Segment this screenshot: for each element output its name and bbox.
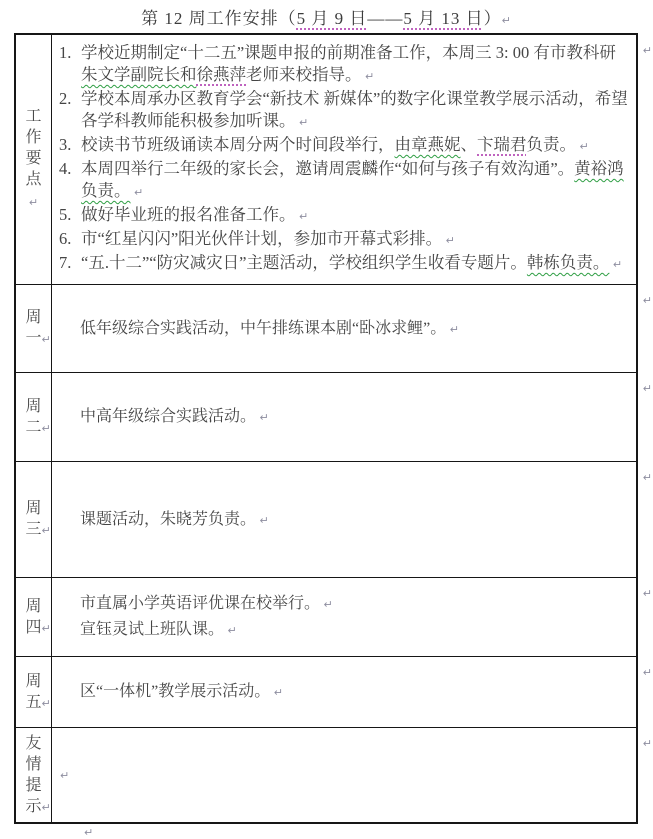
day-activity-text bbox=[52, 462, 636, 577]
row-header-label: 周五↵ bbox=[25, 672, 51, 711]
text-run: 宣钰灵试上班队课。 bbox=[80, 621, 225, 638]
text-run: 、 bbox=[460, 135, 477, 154]
list-item-number: 6. bbox=[59, 229, 72, 248]
list-item-number: 7. bbox=[59, 253, 72, 272]
wavy-underlined-text: 黄裕鸿负责。 bbox=[81, 159, 624, 200]
paragraph-mark-icon: ↵ bbox=[642, 666, 652, 679]
row-header-cell[interactable] bbox=[16, 35, 52, 284]
text-run: 学校近期制定“十二五”课题申报的前期准备工作，本周三 3: 00 有市教科研 bbox=[81, 43, 616, 62]
list-item-text bbox=[81, 158, 629, 204]
dotted-underlined-text: 卞瑞君 bbox=[477, 135, 527, 154]
day-activity-text bbox=[52, 657, 636, 727]
paragraph-mark-icon: ↵ bbox=[642, 294, 652, 307]
list-item bbox=[59, 228, 636, 252]
paragraph-mark-icon: ↵ bbox=[60, 768, 70, 782]
row-content-cell[interactable] bbox=[52, 462, 636, 577]
list-item-text bbox=[81, 204, 629, 228]
paragraph-mark-icon: ↵ bbox=[609, 258, 623, 271]
row-header-cell[interactable] bbox=[16, 373, 52, 461]
row-header-label: 工作要点 ↵ bbox=[25, 108, 42, 209]
table-row bbox=[16, 728, 652, 822]
text-run: 学校本周承办区教育学会“新技术 新媒体”的数字化课堂教学展示活动，希望各学科教师能积极参加听课。 bbox=[81, 89, 628, 130]
list-item-text bbox=[81, 42, 629, 88]
day-activity-text bbox=[52, 285, 636, 372]
table-row bbox=[16, 35, 652, 285]
list-item bbox=[59, 252, 636, 276]
paragraph-mark-icon: ↵ bbox=[442, 234, 455, 247]
table-row bbox=[16, 657, 652, 728]
list-item-number: 5. bbox=[59, 205, 72, 224]
row-header-cell[interactable] bbox=[16, 578, 52, 656]
paragraph-mark-icon: ↵ bbox=[642, 737, 652, 750]
row-header-cell[interactable] bbox=[16, 657, 52, 727]
paragraph-mark-icon: ↵ bbox=[224, 624, 237, 637]
list-item bbox=[59, 42, 636, 88]
text-run: 第 12 周工作安排（ bbox=[141, 9, 297, 28]
row-header-label: 周二↵ bbox=[25, 397, 51, 436]
activity-line bbox=[80, 679, 636, 705]
activity-line bbox=[80, 507, 636, 533]
text-run: 市直属小学英语评优课在校举行。 bbox=[80, 595, 321, 612]
activity-line bbox=[80, 591, 636, 617]
text-run: 校读书节班级诵读本周分两个时间段举行， bbox=[81, 135, 395, 154]
row-content-cell[interactable] bbox=[52, 285, 636, 372]
activity-line bbox=[80, 316, 636, 342]
list-item bbox=[59, 134, 636, 158]
day-activity-text bbox=[52, 373, 636, 461]
text-run: 老师来校指导。 bbox=[246, 65, 362, 84]
paragraph-mark-icon: ↵ bbox=[501, 14, 512, 27]
paragraph-mark-icon: ↵ bbox=[642, 382, 652, 395]
row-content-cell[interactable] bbox=[52, 657, 636, 727]
list-item-number: 1. bbox=[59, 43, 72, 62]
text-run: 区“一体机”教学展示活动。 bbox=[80, 683, 271, 700]
row-content-cell[interactable] bbox=[52, 35, 636, 284]
empty-cell-content bbox=[52, 728, 636, 822]
activity-line bbox=[80, 617, 636, 643]
text-run: 课题活动，朱晓芳负责。 bbox=[80, 510, 257, 528]
row-content-cell[interactable] bbox=[52, 578, 636, 656]
paragraph-mark-icon: ↵ bbox=[256, 513, 269, 527]
paragraph-mark-icon: ↵ bbox=[256, 411, 269, 424]
table-row bbox=[16, 462, 652, 578]
paragraph-mark-icon: ↵ bbox=[84, 826, 94, 839]
text-run: 做好毕业班的报名准备工作。 bbox=[81, 205, 296, 224]
row-header-cell[interactable] bbox=[16, 462, 52, 577]
row-header-label: 周四↵ bbox=[25, 597, 51, 636]
row-content-cell[interactable] bbox=[52, 373, 636, 461]
paragraph-mark-icon: ↵ bbox=[320, 598, 333, 611]
activity-line bbox=[80, 404, 636, 430]
row-header-label: 周三↵ bbox=[25, 500, 51, 538]
list-item-text bbox=[81, 134, 629, 158]
paragraph-mark-icon: ↵ bbox=[130, 186, 144, 199]
text-run: ） bbox=[483, 9, 502, 28]
dotted-underlined-text: 徐燕萍 bbox=[196, 65, 246, 84]
list-item-text bbox=[81, 252, 629, 276]
text-run: 负责。 bbox=[526, 135, 576, 154]
paragraph-mark-icon: ↵ bbox=[270, 686, 283, 699]
list-item-text bbox=[81, 228, 629, 252]
list-item bbox=[59, 88, 636, 134]
wavy-underlined-text: 朱文学副院长和 bbox=[81, 65, 197, 84]
work-points-list bbox=[52, 35, 636, 276]
title-text bbox=[141, 9, 502, 28]
row-header-label: 周一↵ bbox=[25, 309, 51, 347]
list-item-number: 2. bbox=[59, 89, 72, 108]
text-run: —— bbox=[367, 9, 404, 28]
paragraph-mark-icon: ↵ bbox=[295, 210, 309, 223]
day-activity-text bbox=[52, 578, 636, 656]
paragraph-mark-icon: ↵ bbox=[576, 140, 589, 153]
table-row bbox=[16, 373, 652, 462]
paragraph-mark-icon: ↵ bbox=[642, 587, 652, 600]
list-item-number: 4. bbox=[59, 159, 72, 178]
paragraph-mark-icon: ↵ bbox=[446, 322, 459, 336]
paragraph-mark-icon: ↵ bbox=[295, 116, 309, 129]
paragraph-mark-icon: ↵ bbox=[28, 196, 39, 209]
row-content-cell[interactable] bbox=[52, 728, 636, 822]
text-run: 低年级综合实践活动，中午排练课本剧“卧冰求鲤”。 bbox=[80, 319, 447, 337]
table-row bbox=[16, 285, 652, 373]
row-header-cell[interactable] bbox=[16, 285, 52, 372]
row-header-cell[interactable] bbox=[16, 728, 52, 822]
wavy-underlined-text: 韩栋负责。 bbox=[526, 253, 610, 272]
text-run: 中高年级综合实践活动。 bbox=[80, 408, 257, 425]
list-item-text bbox=[81, 88, 629, 134]
text-run: 市“红星闪闪”阳光伙伴计划，参加市开幕式彩排。 bbox=[81, 229, 443, 248]
list-item-number: 3. bbox=[59, 135, 72, 154]
paragraph-mark-icon: ↵ bbox=[361, 70, 375, 83]
row-header-label: 友情提示↵ bbox=[25, 734, 51, 815]
list-item bbox=[59, 204, 636, 228]
schedule-table bbox=[14, 33, 652, 824]
table-row bbox=[16, 578, 652, 657]
paragraph-mark-icon: ↵ bbox=[642, 471, 652, 484]
dotted-underlined-text: 5 月 9 日 bbox=[296, 9, 368, 28]
document-title bbox=[0, 4, 653, 29]
text-run: “五.十二”“防灾减灾日”主题活动，学校组织学生收看专题片。 bbox=[81, 253, 527, 272]
list-item bbox=[59, 158, 636, 204]
dotted-underlined-text: 5 月 13 日 bbox=[403, 9, 484, 28]
paragraph-mark-icon: ↵ bbox=[642, 44, 652, 57]
wavy-underlined-text: 由章燕妮 bbox=[394, 135, 461, 154]
text-run: 本周四举行二年级的家长会，邀请周震麟作“如何与孩子有效沟通”。 bbox=[81, 159, 575, 178]
